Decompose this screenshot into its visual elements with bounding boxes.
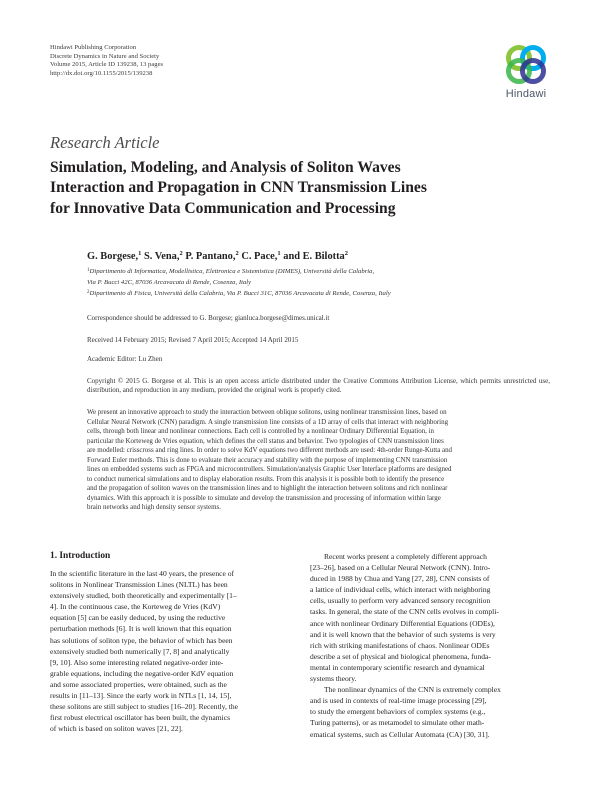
abstract-line: to conduct numerical simulations and to display elaboration results. From this analysis it is possible both to identify the presence: [87, 474, 445, 483]
affiliations: [87, 266, 557, 300]
title-line: Interaction and Propagation in CNN Transmission Lines: [50, 179, 427, 197]
affiliation-mark: 2: [235, 250, 239, 257]
author-name: and E. Bilotta: [283, 251, 345, 262]
body-text-line: [23–26], based on a Cellular Neural Network (CNN). Intro-: [310, 563, 491, 573]
body-text-line: duced in 1988 by Chua and Yang [27, 28], CNN consists of: [310, 574, 490, 584]
body-column-left: [50, 551, 290, 734]
affiliation-line: [87, 277, 557, 288]
abstract-line: brain networks and high density sensor systems.: [87, 503, 221, 511]
body-text-line: to study the emergent behaviors of complex systems (e.g.,: [310, 707, 486, 717]
body-text-line: first robust electrical oscillator has been built, the dynamics: [50, 713, 231, 723]
affiliation-mark: 1: [277, 250, 281, 257]
body-text-line: 4]. In the continuous case, the Korteweg de Vries (KdV): [50, 602, 221, 612]
body-text-line: [9, 10]. Also some interesting related negative-order inte-: [50, 657, 224, 667]
body-text-line: ematical systems, such as Cellular Automata (CA) [30, 31].: [310, 729, 490, 739]
affiliation-line: [87, 266, 557, 277]
affiliation-text: Via P. Bucci 42C, 87036 Arcavacata di Rende, Cosenza, Italy: [87, 279, 252, 287]
body-text-line: equation [5] can be easily deduced, by using the reductive: [50, 613, 226, 623]
body-text-line: In the scientific literature in the last 40 years, the presence of: [50, 569, 234, 578]
author-name: P. Pantano,: [185, 251, 236, 262]
body-text-line: Turing patterns), or as metamodel to simulate other math-: [310, 718, 485, 728]
body-text-line: Recent works present a completely different approach: [324, 552, 487, 561]
abstract-line: dynamics. With this approach it is possible to simulate and develop the transmission and processing of information within large: [87, 493, 441, 502]
doi-link[interactable]: http://dx.doi.org/10.1155/2015/139238: [50, 69, 153, 77]
hindawi-logo-text: Hindawi: [505, 88, 547, 100]
body-text-line: perturbation methods [6]. It is well known that this equation: [50, 624, 232, 634]
author-name: C. Pace,: [241, 251, 278, 262]
abstract-line: lines on embedded systems such as FPGA and microcontrollers. Simulation/analysis Graphic User Interface platforms are designed: [87, 465, 452, 473]
affiliation-text: Dipartimento di Informatica, Modellistica, Elettronica e Sistemistica (DIMES), Università della Calabria,: [89, 268, 375, 275]
body-text-line: systems theory.: [310, 674, 357, 684]
title-line: Simulation, Modeling, and Analysis of Soliton Waves: [50, 159, 401, 176]
correspondence-note: Correspondence should be addressed to G. Borgese; gianluca.borgese@dimes.unical.it: [87, 314, 330, 322]
publisher-name: Hindawi Publishing Corporation: [50, 44, 137, 51]
abstract-line: particular the Korteweg de Vries equation, which defines the cell status and behavior. Two typologies of CNN transmission lines: [87, 436, 444, 445]
section-heading: 1. Introduction: [50, 551, 111, 561]
body-text-line: of which is based on soliton waves [21, 22].: [50, 724, 183, 734]
body-text-line: describe a set of physical and biological phenomena, funda-: [310, 651, 491, 661]
journal-name: Discrete Dynamics in Nature and Society: [50, 52, 160, 60]
hindawi-logo-icon: [495, 42, 557, 88]
affiliation-number: 2: [87, 290, 90, 296]
affiliation-text: Dipartimento di Fisica, Università della Calabria, Via P. Bucci 31C, 87036 Arcavacata di Rende, Cosenza, Italy: [89, 290, 391, 298]
body-text-line: these solitons are still subject to studies [16–20]. Recently, the: [50, 702, 238, 712]
body-text-line: rich with striking manifestations of chaos. Nonlinear ODEs: [310, 640, 490, 650]
body-text-line: grable equations, including the negative-order KdV equation: [50, 668, 234, 678]
abstract-line: Cellular Neural Network (CNN) paradigm. A single transmission line consists of a 1D array of cells that interact with neighboring: [87, 417, 449, 426]
article-dates: Received 14 February 2015; Revised 7 April 2015; Accepted 14 April 2015: [87, 336, 299, 344]
body-text-line: cells, usually to perform very advanced sensory recognition: [310, 596, 491, 606]
abstract-line: cells, through both linear and nonlinear connections. Each cell is controlled by a nonlinear Ordinary Differential Equation, in: [87, 427, 435, 435]
hindawi-logo: [495, 42, 557, 110]
body-text-line: results in [11–13]. Since the early work in NTLs [1, 14, 15],: [50, 691, 232, 701]
affiliation-mark: 2: [344, 250, 349, 257]
academic-editor: Academic Editor: Lu Zhen: [87, 355, 163, 363]
affiliation-mark: 1: [138, 250, 142, 257]
body-column-right: [310, 551, 550, 740]
author-name: S. Vena,: [143, 251, 180, 262]
body-text-line: a lattice of individual cells, which interact with neighboring: [310, 585, 491, 595]
body-text-line: and some associated properties, were obtained, such as the: [50, 679, 227, 689]
body-text-line: solitons in Nonlinear Transmission Lines (NLTL) has been: [50, 580, 228, 590]
article-type: Research Article: [50, 133, 160, 152]
body-text-line: ance with nonlinear Ordinary Differential Equations (ODEs),: [310, 618, 495, 628]
abstract-line: We present an innovative approach to study the interaction between oblique solitons, using nonlinear transmission lines, based on: [87, 408, 447, 416]
abstract-line: are modelled: crisscross and ring lines. In order to solve KdV equations two different methods are used: 4th-order Runge-Kutta and: [87, 446, 453, 454]
author-list: [87, 250, 348, 262]
body-text-line: and it is well known that the behavior of such systems is very: [310, 629, 496, 639]
volume-info: Volume 2015, Article ID 139238, 13 pages: [50, 61, 164, 69]
body-text-line: extensively studied, both theoretically and experimentally [1–: [50, 591, 237, 601]
body-text-line: mental in contemporary scientific research and dynamical: [310, 662, 485, 672]
abstract-line: and the propagation of soliton waves on the transmission lines and to highlight the interaction between solitons and rich nonlinear: [87, 484, 448, 492]
journal-header: [50, 44, 350, 78]
body-text-line: has solutions of soliton type, the behavior of which has been: [50, 635, 233, 645]
title-line: for Innovative Data Communication and Processing: [50, 199, 396, 217]
body-text-line: extensively studied both numerically [7, 8] and analytically: [50, 646, 230, 656]
author-name: G. Borgese,: [87, 251, 139, 262]
abstract: [87, 408, 550, 513]
copyright-notice: Copyright © 2015 G. Borgese et al. This is an open access article distributed under the Creative Commons Attribution License, which permits unrestricted use, distribution, and reproduction in any medium, provided the original work is properly cited.: [87, 377, 550, 395]
abstract-line: Forward Euler methods. This is done to evaluate their accuracy and stability with the purpose of implementing CNN transmission: [87, 455, 448, 464]
affiliation-number: 1: [87, 268, 90, 273]
body-text-line: and is used in contexts of real-time image processing [29],: [310, 696, 487, 706]
affiliation-line: [87, 288, 557, 299]
body-text-line: tasks. In general, the state of the CNN cells evolves in compli-: [310, 607, 499, 617]
body-text-line: The nonlinear dynamics of the CNN is extremely complex: [324, 685, 501, 695]
paper-title: [50, 158, 550, 219]
affiliation-mark: 2: [179, 250, 183, 257]
